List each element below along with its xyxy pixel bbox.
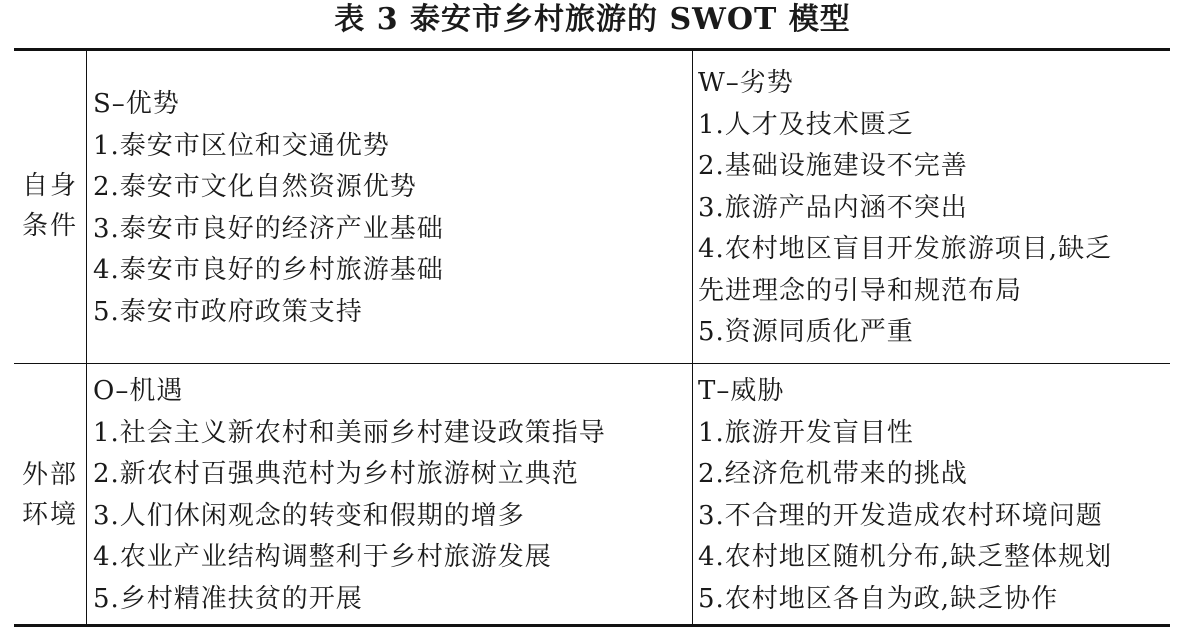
strength-item: 1.泰安市区位和交通优势 [93,130,390,161]
row-label-external [14,455,86,535]
weakness-item: 4.农村地区盲目开发旅游项目,缺乏 [698,234,1113,264]
opportunity-item: 1.社会主义新农村和美丽乡村建设政策指导 [93,417,606,448]
opportunity-item: 3.人们休闲观念的转变和假期的增多 [93,500,525,531]
weakness-item: 3.旅游产品内涵不突出 [698,192,968,223]
table-top-rule [14,48,1170,51]
strengths-cell [93,84,444,333]
weakness-item: 1.人才及技术匮乏 [698,109,914,140]
weakness-item: 5.资源同质化严重 [698,317,914,347]
threats-cell [698,371,1112,620]
strength-item: 5.泰安市政府政策支持 [93,296,363,327]
strengths-heading: S–优势 [93,89,180,119]
row-label-internal-line-1: 自身 [21,171,78,201]
opportunities-heading: O–机遇 [93,376,184,406]
row-label-internal [14,166,86,246]
threat-item: 4.农村地区随机分布,缺乏整体规划 [698,542,1113,572]
row-label-external-line-1: 外部 [21,460,78,490]
threat-item: 2.经济危机带来的挑战 [698,459,968,489]
table-middle-rule [14,363,1170,364]
weakness-item: 2.基础设施建设不完善 [698,151,968,181]
weaknesses-heading: W–劣势 [698,68,794,98]
weakness-item-continuation: 先进理念的引导和规范布局 [698,275,1023,306]
column-divider-2 [692,51,693,624]
strength-item: 2.泰安市文化自然资源优势 [93,172,417,202]
threat-item: 1.旅游开发盲目性 [698,417,914,448]
opportunities-cell [93,371,606,620]
strength-item: 3.泰安市良好的经济产业基础 [93,213,444,244]
opportunity-item: 4.农业产业结构调整利于乡村旅游发展 [93,542,552,572]
table-caption: 表 3 泰安市乡村旅游的 SWOT 模型 [334,2,851,37]
threat-item: 5.农村地区各自为政,缺乏协作 [698,583,1059,614]
row-label-internal-line-2: 条件 [21,211,78,241]
opportunity-item: 5.乡村精准扶贫的开展 [93,583,363,614]
strength-item: 4.泰安市良好的乡村旅游基础 [93,255,444,285]
weaknesses-cell [698,63,1112,354]
threats-heading: T–威胁 [698,376,785,406]
row-label-external-line-2: 环境 [21,500,78,530]
threat-item: 3.不合理的开发造成农村环境问题 [698,500,1103,531]
opportunity-item: 2.新农村百强典范村为乡村旅游树立典范 [93,459,579,489]
table-bottom-rule [14,624,1170,627]
column-divider-1 [86,51,87,624]
